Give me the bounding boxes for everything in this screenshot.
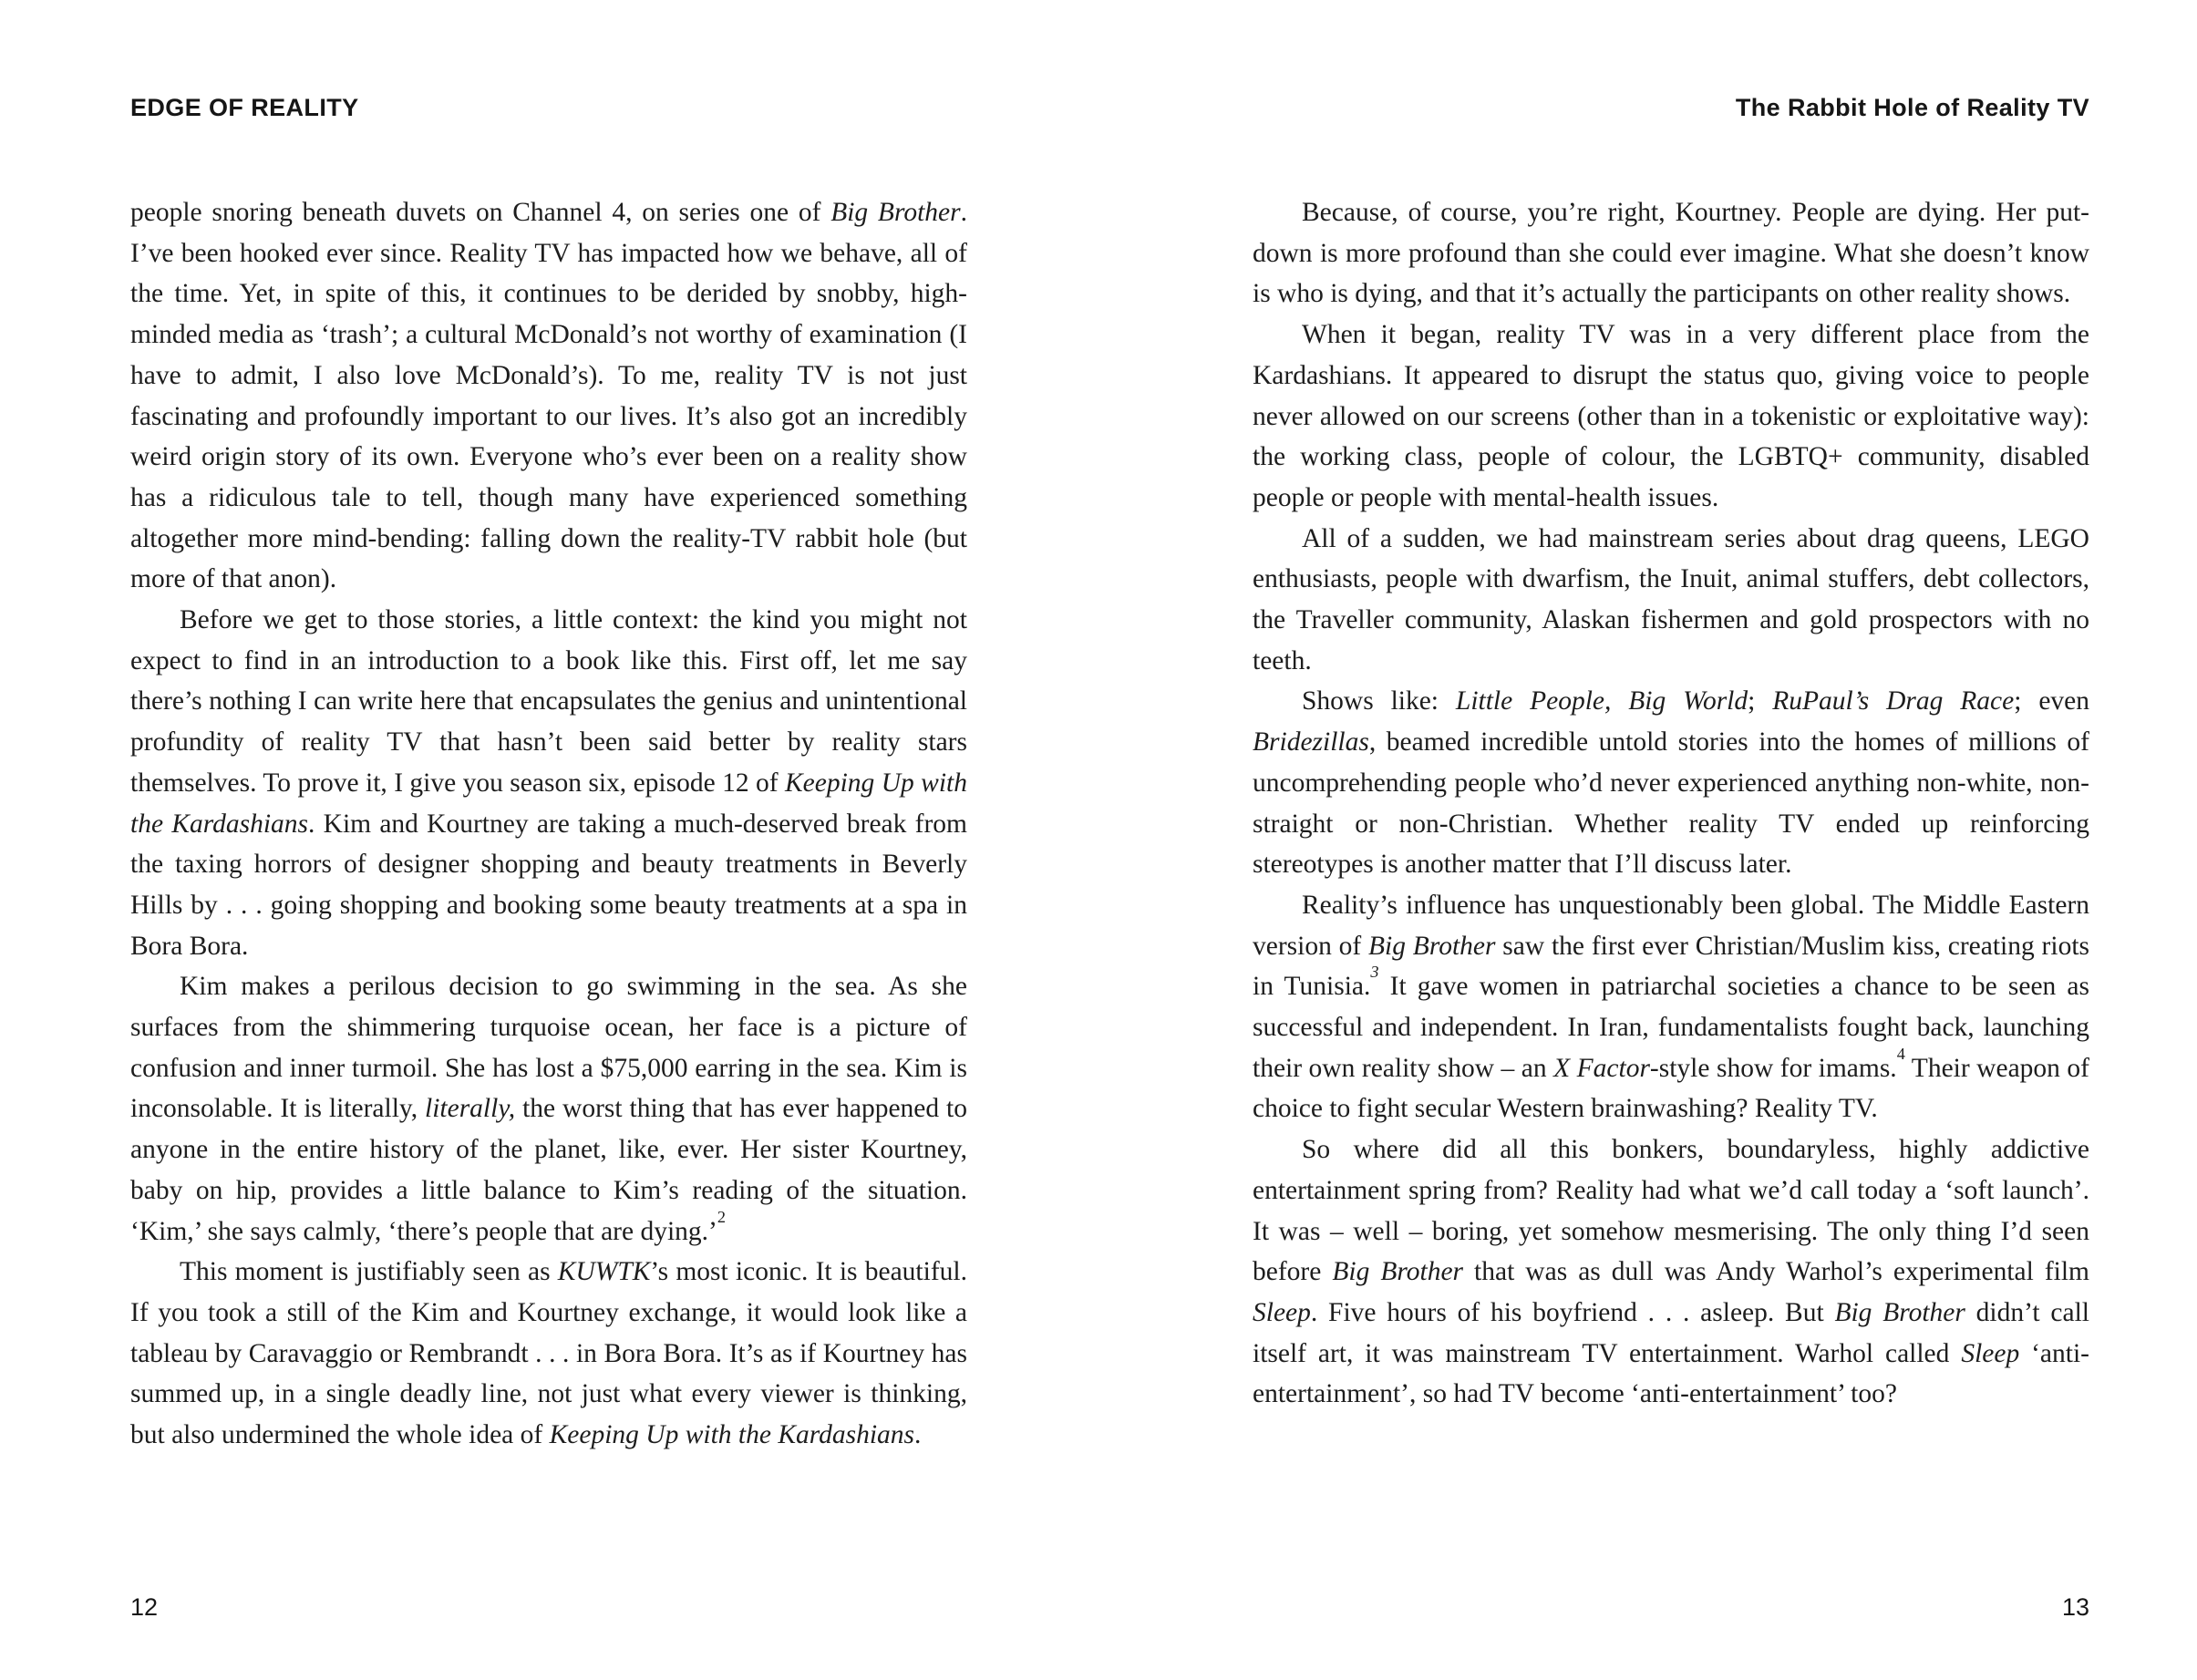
- paragraph: So where did all this bonkers, boundaryless, highly addictive entertainment spring from? Reality had what we’d call today a ‘soft launch’. It was – well – boring, yet somehow mesmerising. The only thing I’d seen before Big Brother that was as dull was Andy Warhol’s experimental film Sleep. Five hours of his boyfriend . . . asleep. But Big Brother didn’t call itself art, it was mainstream TV entertainment. Warhol called Sleep ‘anti-entertainment’, so had TV become ‘anti-entertainment’ too?: [1253, 1135, 2089, 1409]
- right-page: [1253, 94, 2090, 1621]
- paragraph: Kim makes a perilous decision to go swimming in the sea. As she surfaces from the shimmering turquoise ocean, her face is a picture of confusion and inner turmoil. She has lost a $75,000 earring in the sea. Kim is inconsolable. It is literally, literally, the worst thing that has ever happened to anyone in the entire history of the planet, like, ever. Her sister Kourtney, baby on hip, provides a little balance to Kim’s reading of the situation. ‘Kim,’ she says calmly, ‘there’s people that are dying.’$^2$: [130, 972, 967, 1246]
- paragraph: Reality’s influence has unquestionably been global. The Middle Eastern version of Big Brother saw the first ever Christian/Muslim kiss, creating riots in Tunisia.$^3$ It gave women in patriarchal societies a chance to be seen as successful and independent. In Iran, fundamentalists fought back, launching their own reality show – an X Factor-style show for imams.$^4$ Their weapon of choice to fight secular Western brainwashing? Reality TV.: [1253, 890, 2089, 1124]
- left-page: [130, 94, 967, 1621]
- right-page-number: 13: [2061, 1593, 2089, 1621]
- paragraph: When it began, reality TV was in a very different place from the Kardashians. It appeared to disrupt the status quo, giving voice to people never allowed on our screens (other than in a tokenistic or exploitative way): the working class, people of colour, the LGBTQ+ community, disabled people or people with mental-health issues.: [1253, 320, 2089, 512]
- paragraph: Because, of course, you’re right, Kourtney. People are dying. Her put-down is more profound than she could ever imagine. What she doesn’t know is who is dying, and that it’s actually the participants on other reality shows.: [1253, 198, 2089, 309]
- paragraph: Shows like: Little People, Big World; RuPaul’s Drag Race; even Bridezillas, beamed incredible untold stories into the homes of millions of uncomprehending people who’d never experienced anything non-white, non-straight or non-Christian. Whether reality TV ended up reinforcing stereotypes is another matter that I’ll discuss later.: [1253, 686, 2090, 880]
- left-page-number: 12: [130, 1593, 159, 1621]
- paragraph: Before we get to those stories, a little context: the kind you might not expect to find in an introduction to a book like this. First off, let me say there’s nothing I can write here that encapsulates the genius and unintentional profundity of reality TV that hasn’t been said better by reality stars themselves. To prove it, I give you season six, episode 12 of Keeping Up with the Kardashians. Kim and Kourtney are taking a much-deserved break from the taxing horrors of designer shopping and beauty treatments in Beverly Hills by . . . going shopping and booking some beauty treatments at a spa in Bora Bora.: [130, 605, 967, 961]
- paragraph: This moment is justifiably seen as KUWTK’s most iconic. It is beautiful. If you took a still of the Kim and Kourtney exchange, it would look like a tableau by Caravaggio or Rembrandt . . . in Bora Bora. It’s as if Kourtney has summed up, in a single deadly line, not just what every viewer is thinking, but also undermined the whole idea of Keeping Up with the Kardashians.: [130, 1257, 967, 1450]
- right-page-body: [1253, 192, 2089, 1415]
- left-page-body: [130, 192, 967, 1456]
- paragraph: All of a sudden, we had mainstream series about drag queens, LEGO enthusiasts, people with dwarfism, the Inuit, animal stuffers, debt collectors, the Traveller community, Alaskan fishermen and gold prospectors with no teeth.: [1253, 523, 2089, 675]
- right-running-header: The Rabbit Hole of Reality TV: [1735, 94, 2089, 121]
- left-running-header: EDGE OF REALITY: [130, 94, 359, 121]
- paragraph: people snoring beneath duvets on Channel 4, on series one of Big Brother. I’ve been hooked ever since. Reality TV has impacted how we behave, all of the time. Yet, in spite of this, it continues to be derided by snobby, high-minded media as ‘trash’; a cultural McDonald’s not worthy of examination (I have to admit, I also love McDonald’s). To me, reality TV is not just fascinating and profoundly important to our lives. It’s also got an incredibly weird origin story of its own. Everyone who’s ever been on a reality show has a ridiculous tale to tell, though many have experienced something altogether more mind-bending: falling down the reality-TV rabbit hole (but more of that anon).: [130, 198, 967, 594]
